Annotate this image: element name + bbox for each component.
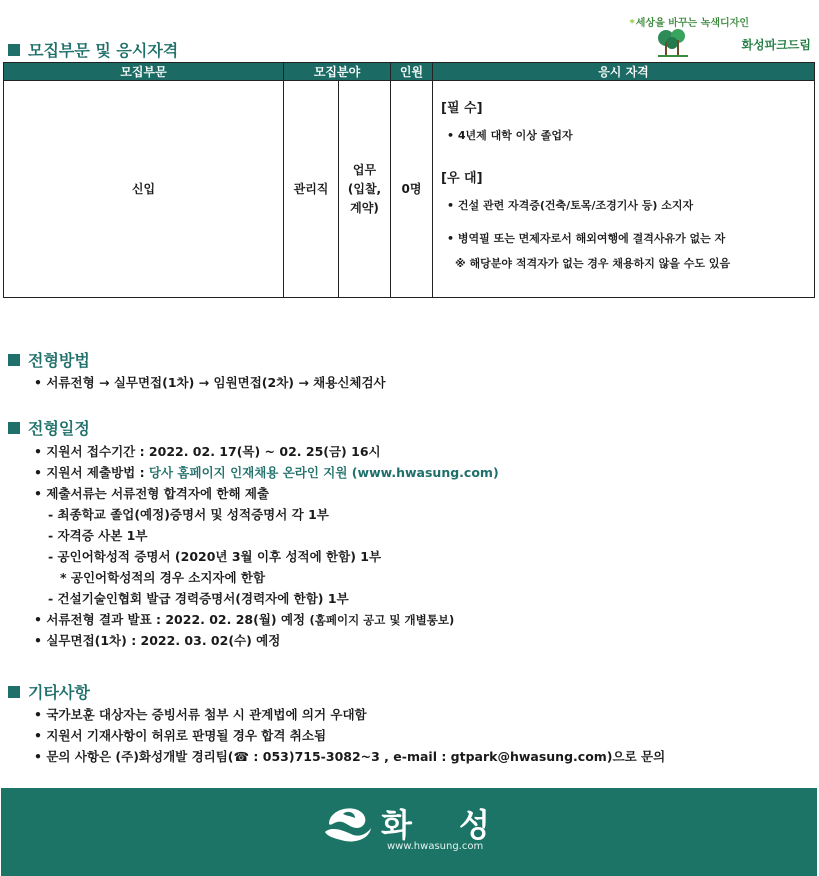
tree-icon [656, 28, 692, 58]
list-item: • 지원서 접수기간 : 2022. 02. 17(목) ~ 02. 25(금) 16시 [34, 444, 381, 459]
schedule-list [34, 441, 499, 651]
list-item: • 국가보훈 대상자는 증빙서류 첨부 시 관계법에 의거 우대함 [34, 707, 367, 722]
cell-headcount: 0명 [391, 81, 433, 298]
section-title-etc: 기타사항 [8, 680, 90, 703]
required-item: • 4년제 대학 이상 졸업자 [447, 129, 573, 142]
list-item: - 공인어학성적 증명서 (2020년 3월 이후 성적에 한함) 1부 [48, 549, 382, 564]
preferred-item: • 병역필 또는 면제자로서 해외여행에 결격사유가 없는 자 [447, 232, 726, 245]
brand-tagline: *세상을 바꾸는 녹색디자인 [629, 18, 749, 29]
list-item: - 건설기술인협회 발급 경력증명서(경력자에 한함) 1부 [48, 591, 349, 606]
square-bullet-icon [8, 44, 20, 56]
footer-url[interactable]: www.hwasung.com [387, 841, 484, 852]
table-row [4, 81, 815, 298]
list-item: • 실무면접(1차) : 2022. 03. 02(수) 예정 [34, 633, 281, 648]
cell-category: 신입 [4, 81, 284, 298]
section-title-recruit: 모집부문 및 응시자격 [8, 38, 178, 61]
list-item: • 문의 사항은 (주)화성개발 경리팀(☎ : 053)715-3082~3 , e-mail : gtpark@hwasung.com)으로 문의 [34, 749, 666, 764]
square-bullet-icon [8, 354, 20, 366]
brand-logo [629, 14, 811, 62]
required-heading: [필 수] [441, 101, 483, 116]
header-category: 모집부문 [4, 63, 284, 81]
table-header-row [4, 63, 815, 81]
square-bullet-icon [8, 686, 20, 698]
header-field: 모집분야 [284, 63, 391, 81]
list-item: • 서류전형 → 실무면접(1차) → 임원면접(2차) → 채용신체검사 [34, 375, 386, 390]
header-qualification: 응시 자격 [433, 63, 815, 81]
hwasung-logo-icon [321, 802, 377, 846]
preferred-item: • 건설 관련 자격증(건축/토목/조경기사 등) 소지자 [447, 199, 694, 212]
header-headcount: 인원 [391, 63, 433, 81]
footer-banner [1, 788, 817, 876]
list-item: - 자격증 사본 1부 [48, 528, 148, 543]
list-item: * 공인어학성적의 경우 소지자에 한함 [60, 570, 266, 585]
preferred-heading: [우 대] [441, 171, 483, 186]
list-item: • 지원서 제출방법 : 당사 홈페이지 인재채용 온라인 지원 (www.hwasung.com) [34, 465, 499, 480]
footer-logo-text: 화 성 [381, 806, 508, 844]
cell-qualification [433, 81, 815, 298]
brand-name: 화성파크드림 [741, 38, 811, 52]
square-bullet-icon [8, 422, 20, 434]
section-title-schedule: 전형일정 [8, 416, 90, 439]
list-item: • 지원서 기재사항이 허위로 판명될 경우 합격 취소됨 [34, 728, 327, 743]
recruit-table [3, 62, 815, 298]
list-item: - 최종학교 졸업(예정)증명서 및 성적증명서 각 1부 [48, 507, 329, 522]
method-list [34, 372, 386, 393]
apply-link[interactable]: 당사 홈페이지 인재채용 온라인 지원 (www.hwasung.com) [148, 465, 499, 480]
etc-list [34, 704, 665, 767]
cell-field-task: 업무 (입찰, 계약) [339, 81, 391, 298]
star-icon: * [629, 18, 635, 29]
list-item: • 제출서류는 서류전형 합격자에 한해 제출 [34, 486, 270, 501]
section-title-method: 전형방법 [8, 348, 90, 371]
qualification-note: ※ 해당분야 적격자가 없는 경우 채용하지 않을 수도 있음 [455, 257, 731, 270]
cell-field-group: 관리직 [284, 81, 339, 298]
list-item: • 서류전형 결과 발표 : 2022. 02. 28(월) 예정 (홈페이지 공고 및 개별통보) [34, 612, 455, 627]
